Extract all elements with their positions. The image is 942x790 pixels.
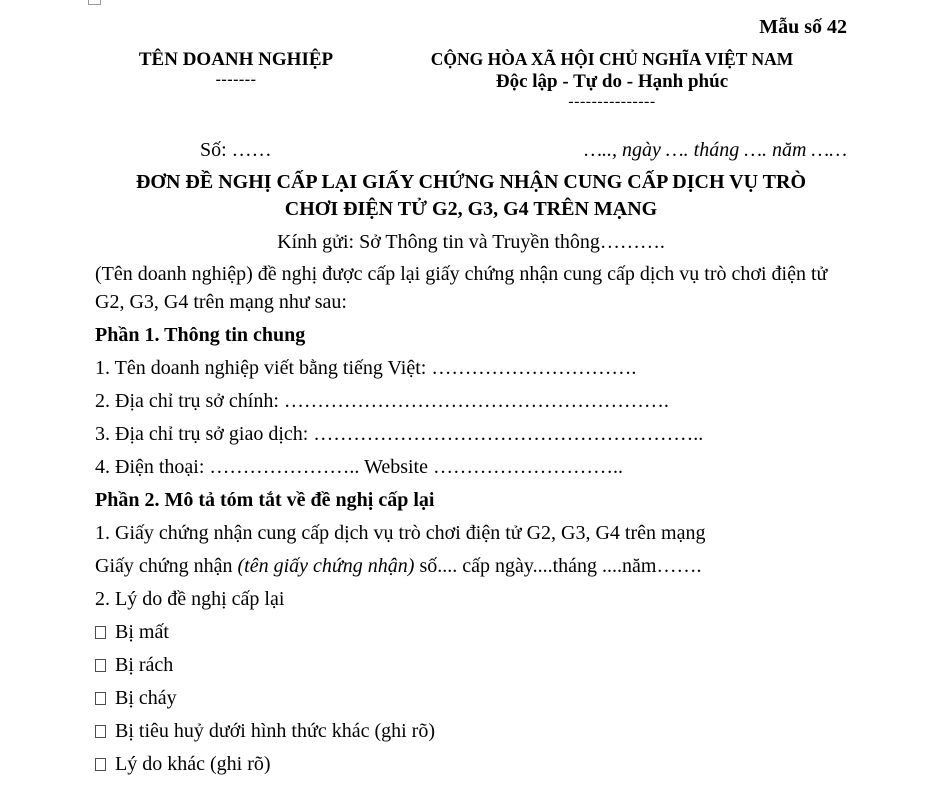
checkbox-label: Bị mất bbox=[115, 621, 169, 643]
company-header-divider: ------- bbox=[215, 71, 257, 88]
checkbox-label: Bị tiêu huỷ dưới hình thức khác (ghi rõ) bbox=[115, 720, 435, 742]
checkbox-option-other-reason[interactable] bbox=[95, 750, 847, 778]
checkbox-label: Bị rách bbox=[115, 654, 174, 676]
document-title-line2: CHƠI ĐIỆN TỬ G2, G3, G4 TRÊN MẠNG bbox=[284, 198, 658, 220]
part2-certificate-detail-line bbox=[95, 552, 847, 580]
date-place-line: ….., ngày …. tháng …. năm …… bbox=[584, 139, 847, 161]
checkbox-label: Bị cháy bbox=[115, 687, 177, 709]
recipient-line: Kính gửi: Sở Thông tin và Truyền thông………. bbox=[277, 231, 665, 253]
national-motto-line1: CỘNG HÒA XÃ HỘI CHỦ NGHĨA VIỆT NAM bbox=[430, 49, 794, 69]
part2-item-certificate: 1. Giấy chứng nhận cung cấp dịch vụ trò chơi điện tử G2, G3, G4 trên mạng bbox=[95, 522, 706, 544]
document-title-line1: ĐƠN ĐỀ NGHỊ CẤP LẠI GIẤY CHỨNG NHẬN CUNG CẤP DỊCH VỤ TRÒ bbox=[135, 171, 807, 193]
part1-item-head-office-address: 2. Địa chỉ trụ sở chính: …………………………………………………. bbox=[95, 390, 669, 412]
national-header-divider: --------------- bbox=[568, 93, 656, 110]
part2-heading: Phần 2. Mô tả tóm tắt về đề nghị cấp lại bbox=[95, 489, 435, 511]
company-header-block bbox=[95, 48, 377, 111]
certificate-name-placeholder: (tên giấy chứng nhận) bbox=[237, 555, 415, 577]
certificate-prefix: Giấy chứng nhận bbox=[95, 555, 238, 577]
reference-number: Số: …… bbox=[200, 139, 272, 161]
checkbox-option-lost[interactable] bbox=[95, 618, 847, 646]
checkbox-icon[interactable] bbox=[95, 659, 106, 672]
certificate-suffix: số.... cấp ngày....tháng ....năm……. bbox=[414, 555, 702, 577]
document-content bbox=[95, 0, 847, 778]
checkbox-option-torn[interactable] bbox=[95, 651, 847, 679]
company-name-placeholder: TÊN DOANH NGHIỆP bbox=[138, 49, 334, 70]
checkbox-icon[interactable] bbox=[95, 692, 106, 705]
document-title bbox=[95, 169, 847, 223]
checkbox-label: Lý do khác (ghi rõ) bbox=[115, 753, 271, 775]
national-header-block bbox=[377, 48, 847, 111]
checkbox-option-burnt[interactable] bbox=[95, 684, 847, 712]
part2-item-reason-heading: 2. Lý do đề nghị cấp lại bbox=[95, 588, 285, 610]
part1-item-phone-website: 4. Điện thoại: ………………….. Website ……………………….. bbox=[95, 456, 623, 478]
part1-item-company-name: 1. Tên doanh nghiệp viết bằng tiếng Việt: …………………………. bbox=[95, 357, 637, 379]
part1-heading: Phần 1. Thông tin chung bbox=[95, 324, 306, 346]
part1-item-transaction-address: 3. Địa chỉ trụ sở giao dịch: ………………………………………………….. bbox=[95, 423, 704, 445]
checkbox-icon[interactable] bbox=[95, 758, 106, 771]
checkbox-option-destroyed-other[interactable] bbox=[95, 717, 847, 745]
checkbox-icon[interactable] bbox=[95, 725, 106, 738]
reference-row bbox=[95, 137, 847, 163]
checkbox-icon[interactable] bbox=[95, 626, 106, 639]
intro-paragraph: (Tên doanh nghiệp) đề nghị được cấp lại giấy chứng nhận cung cấp dịch vụ trò chơi điện tử G2, G3, G4 trên mạng như sau: bbox=[95, 263, 828, 313]
document-header bbox=[95, 48, 847, 111]
form-number: Mẫu số 42 bbox=[759, 16, 847, 38]
national-motto-line2: Độc lập - Tự do - Hạnh phúc bbox=[495, 71, 729, 92]
